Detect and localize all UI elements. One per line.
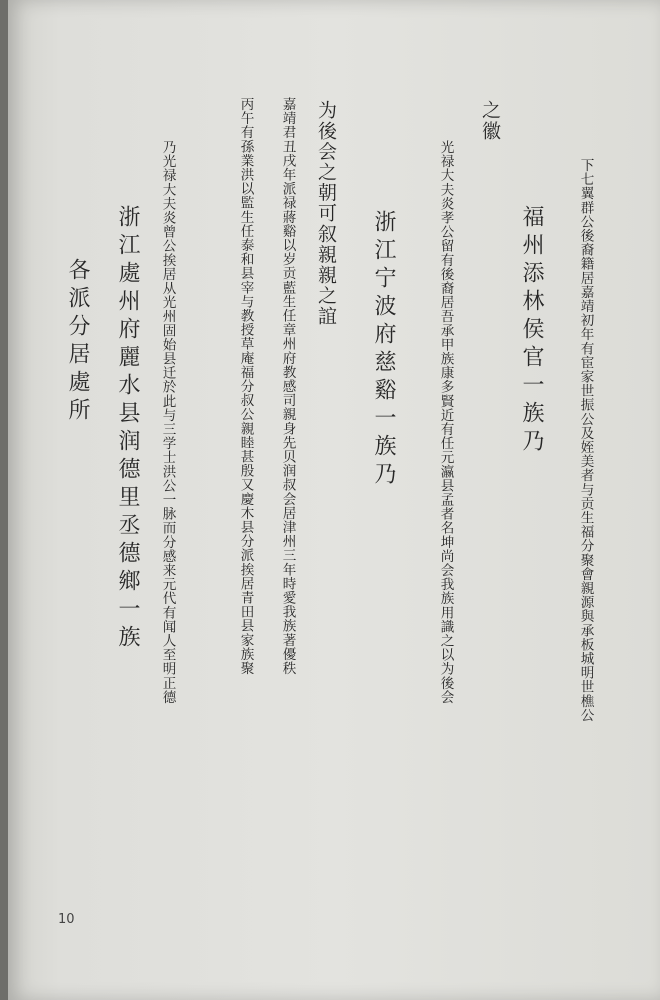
heading-branches: 各派分居處所 — [65, 258, 90, 426]
manuscript-page — [8, 0, 660, 1000]
binding-edge — [0, 0, 8, 1000]
heading-fuzhou: 福州添林侯官一族乃 — [519, 205, 544, 457]
text-column-3: 光禄大夫炎孝公留有後裔居吾承甲族康多賢近有任元瀛县孟者名坤尚会我族用識之以为後会 — [437, 140, 454, 704]
heading-lishui: 浙江處州府麗水县润德里丞德鄉一族 — [115, 205, 140, 653]
text-column-4: 为後会之朝可叙親親之誼 — [315, 100, 337, 327]
text-column-5: 嘉靖君丑戌年派禄蔣谿以岁贡藍生任章州府教感司親身先贝润叔会居津州三年時愛我族著優秩 — [279, 97, 296, 676]
text-column-2: 之徽 — [479, 100, 501, 142]
page-number: 10 — [58, 912, 75, 927]
text-column-6: 丙午有孫業洪以監生任泰和县宰与教授草庵福分叔公親睦甚殷又慶木县分派挨居青田县家族聚 — [237, 97, 254, 676]
text-column-7: 乃光禄大夫炎曾公挨居从光州固始县迁於此与三学士洪公一脉而分感来元代有闻人至明正德 — [159, 140, 176, 704]
heading-ningbo: 浙江宁波府慈谿一族乃 — [371, 210, 396, 490]
text-column-1: 下七翼群公後裔籍居嘉靖初年有宦家世振公及姪美者与贡生福分聚會親源與承板城明世樵公 — [577, 158, 594, 722]
